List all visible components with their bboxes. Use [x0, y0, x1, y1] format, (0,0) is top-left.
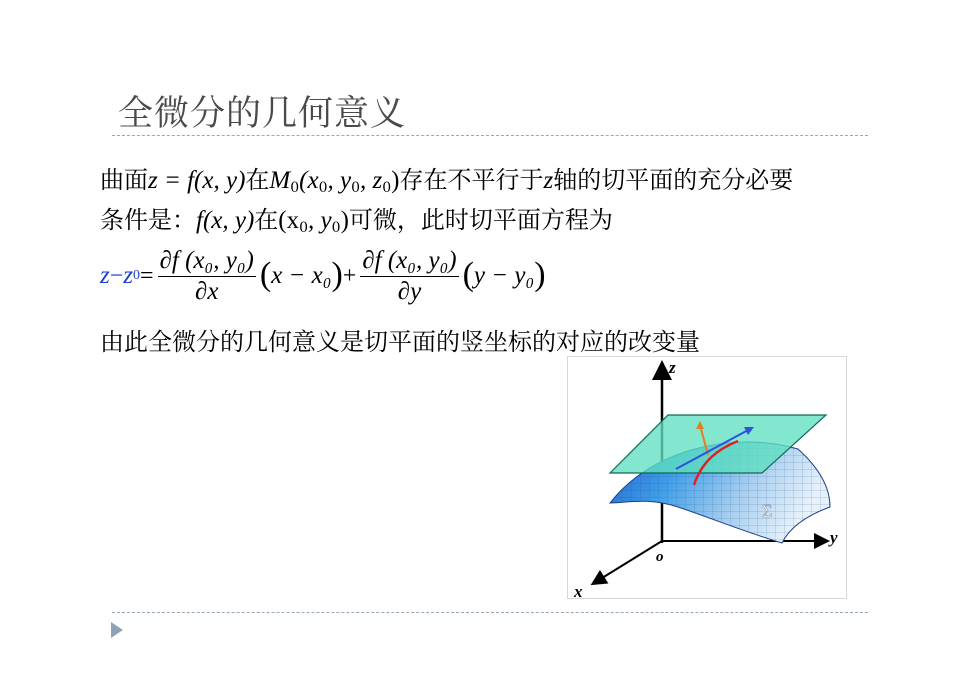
z-axis-var: z	[543, 167, 554, 194]
tangent-plane-figure	[567, 356, 847, 599]
play-triangle-icon	[111, 622, 123, 638]
line2-prefix: 条件是：	[100, 206, 196, 234]
term-y-diff: y − y₀	[473, 262, 535, 289]
fraction2-numerator: ∂f (x₀, y₀)	[360, 246, 458, 277]
formula-lhs-z: z	[100, 262, 110, 289]
line2-at: 在	[254, 206, 279, 234]
point-y: , y	[327, 167, 352, 194]
formula-lhs-minus: −	[109, 262, 124, 289]
paren-close-1: )	[331, 256, 343, 293]
surface-label: Σ	[762, 501, 773, 521]
fraction1-numerator: ∂f (x₀, y₀)	[158, 246, 256, 277]
z0-sub: 0	[382, 180, 392, 196]
text-line-2	[100, 200, 613, 236]
point2-y0-sub: 0	[331, 220, 341, 236]
tangent-plane-formula	[100, 244, 546, 308]
formula-equals: =	[140, 262, 154, 289]
paren-open-2: (	[462, 256, 474, 293]
paren-close-2: )	[534, 256, 546, 293]
point-z: , z	[360, 167, 383, 194]
fraction-partial-y	[360, 246, 458, 307]
surface-equation: z = f(x, y)	[148, 167, 246, 194]
text-line-1	[100, 160, 793, 196]
point2-x: (x	[278, 207, 300, 234]
text-line-4: 由此全微分的几何意义是切平面的竖坐标的对应的改变量	[100, 328, 700, 356]
line1-at: 在	[245, 166, 270, 194]
origin-label: o	[656, 549, 664, 565]
formula-lhs-sub: 0	[133, 268, 141, 283]
fraction1-denominator: ∂x	[194, 277, 219, 305]
point2-close: )	[340, 207, 349, 234]
point2-y: , y	[308, 207, 332, 234]
figure-svg	[568, 357, 846, 598]
paren-open-1: (	[259, 256, 272, 293]
y0-sub: 0	[351, 180, 361, 196]
axis-label-z: z	[669, 358, 676, 377]
formula-plus: +	[342, 262, 357, 289]
line1-suffix-b: 轴的切平面的充分必要	[553, 166, 794, 194]
title-divider	[112, 135, 868, 136]
fraction2-denominator: ∂y	[397, 277, 422, 305]
line1-suffix-a: 存在不平行于	[399, 166, 544, 194]
axis-label-y: y	[830, 528, 838, 547]
axis-label-x: x	[574, 582, 583, 598]
point-m: M	[269, 167, 291, 194]
term-x-diff: x − x₀	[271, 262, 332, 289]
x0-sub: 0	[318, 180, 328, 196]
fraction-partial-x	[158, 246, 256, 307]
point2-x0-sub: 0	[299, 220, 309, 236]
footer-divider	[112, 612, 868, 613]
point-close: )	[391, 167, 400, 194]
function-f: f(x, y)	[196, 207, 255, 234]
line2-suffix: 可微，此时切平面方程为	[348, 206, 613, 234]
point-m-sub: 0	[290, 180, 300, 196]
formula-lhs-z0: z	[123, 262, 134, 289]
line1-prefix: 曲面	[100, 166, 148, 194]
x-axis	[594, 541, 662, 583]
point-x: (x	[299, 167, 319, 194]
slide-title: 全微分的几何意义	[118, 94, 407, 134]
